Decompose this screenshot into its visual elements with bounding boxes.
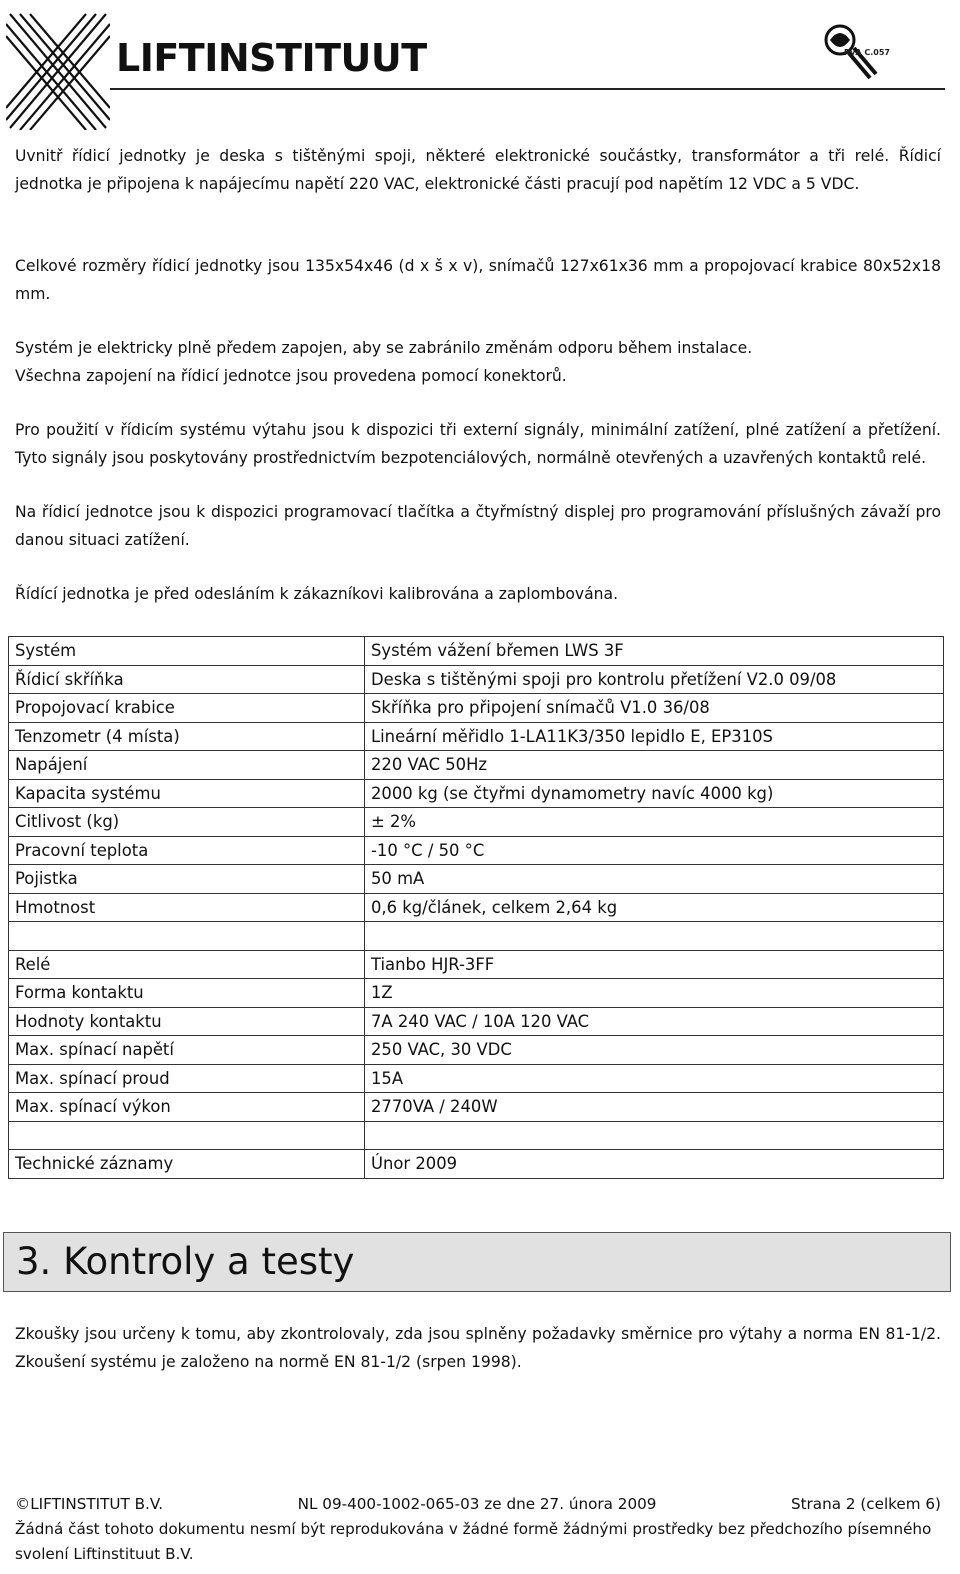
paragraph-signals: Pro použití v řídicím systému výtahu jsou k dispozici tři externí signály, minimální zatížení, plné zatížení a přetížení. Tyto signály jsou poskytovány prostřednictvím bezpotenciálových, normálně otevřených a uzavřených kontaktů relé. <box>15 421 941 467</box>
footer-copyright: ©LIFTINSTITUT B.V. <box>15 1495 164 1513</box>
table-row <box>9 950 944 979</box>
table-cell-value: 220 VAC 50Hz <box>365 751 944 780</box>
table-cell-label: Kapacita systému <box>9 779 365 808</box>
page-header <box>0 0 960 135</box>
table-cell-label <box>9 1121 365 1150</box>
table-cell-label: Forma kontaktu <box>9 979 365 1008</box>
footer-document-reference: NL 09-400-1002-065-03 ze dne 27. února 2009 <box>297 1495 657 1513</box>
table-cell-value: 50 mA <box>365 865 944 894</box>
table-row <box>9 865 944 894</box>
table-cell-label: Citlivost (kg) <box>9 808 365 837</box>
table-cell-value: 1Z <box>365 979 944 1008</box>
table-cell-value: Skříňka pro připojení snímačů V1.0 36/08 <box>365 694 944 723</box>
table-cell-label: Hodnoty kontaktu <box>9 1007 365 1036</box>
paragraph-dimensions: Celkové rozměry řídicí jednotky jsou 135x54x46 (d x š x v), snímačů 127x61x36 mm a propojovací krabice 80x52x18 mm. <box>15 257 941 303</box>
table-cell-value <box>365 1121 944 1150</box>
table-row <box>9 1064 944 1093</box>
table-cell-value: 7A 240 VAC / 10A 120 VAC <box>365 1007 944 1036</box>
paragraph-control-unit: Uvnitř řídicí jednotky je deska s tištěnými spoji, některé elektronické součástky, transformátor a tři relé. Řídicí jednotka je připojena k napájecímu napětí 220 VAC, elektronické části pracují pod napětím 12 VDC a 5 VDC. <box>15 147 941 193</box>
table-cell-value: Deska s tištěnými spoji pro kontrolu přetížení V2.0 09/08 <box>365 665 944 694</box>
table-row <box>9 836 944 865</box>
table-cell-value: 0,6 kg/článek, celkem 2,64 kg <box>365 893 944 922</box>
table-row <box>9 1150 944 1179</box>
page-footer <box>15 1492 941 1567</box>
table-cell-label: Napájení <box>9 751 365 780</box>
section-heading: 3. Kontroly a testy <box>3 1232 951 1292</box>
paragraph-programming: Na řídicí jednotce jsou k dispozici programovací tlačítka a čtyřmístný displej pro programování příslušných závaží pro danou situaci zatížení. <box>15 503 941 549</box>
table-row <box>9 1007 944 1036</box>
table-row <box>9 808 944 837</box>
table-row <box>9 722 944 751</box>
table-row <box>9 779 944 808</box>
table-row <box>9 694 944 723</box>
section-text: Zkoušky jsou určeny k tomu, aby zkontrolovaly, zda jsou splněny požadavky směrnice pro výtahy a norma EN 81-1/2. Zkoušení systému je založeno na normě EN 81-1/2 (srpen 1998). <box>15 1325 941 1371</box>
table-cell-value: -10 °C / 50 °C <box>365 836 944 865</box>
liftinstituut-logo-text: LIFTINSTITUUT <box>116 36 427 80</box>
table-row <box>9 1093 944 1122</box>
table-cell-label: Řídicí skříňka <box>9 665 365 694</box>
table-cell-value: Systém vážení břemen LWS 3F <box>365 637 944 666</box>
table-row <box>9 979 944 1008</box>
table-cell-label: Propojovací krabice <box>9 694 365 723</box>
table-row <box>9 665 944 694</box>
specification-table <box>8 636 944 1179</box>
table-cell-value <box>365 922 944 951</box>
table-cell-value: ± 2% <box>365 808 944 837</box>
table-row <box>9 1036 944 1065</box>
table-row <box>9 893 944 922</box>
paragraph-wiring-line2: Všechna zapojení na řídicí jednotce jsou provedena pomocí konektorů. <box>15 367 567 385</box>
table-cell-value: 250 VAC, 30 VDC <box>365 1036 944 1065</box>
table-cell-value: Lineární měřidlo 1-LA11K3/350 lepidlo E, EP310S <box>365 722 944 751</box>
table-cell-label: Max. spínací výkon <box>9 1093 365 1122</box>
table-cell-label: Max. spínací proud <box>9 1064 365 1093</box>
table-cell-label: Max. spínací napětí <box>9 1036 365 1065</box>
table-row <box>9 751 944 780</box>
table-cell-label: Relé <box>9 950 365 979</box>
table-cell-label <box>9 922 365 951</box>
paragraph-wiring <box>15 334 941 390</box>
table-cell-value: 15A <box>365 1064 944 1093</box>
header-rule <box>110 88 945 90</box>
table-cell-value: 2000 kg (se čtyřmi dynamometry navíc 4000 kg) <box>365 779 944 808</box>
paragraph-calibration: Řídící jednotka je před odesláním k zákazníkovi kalibrována a zaplombována. <box>15 585 619 603</box>
table-cell-label: Pracovní teplota <box>9 836 365 865</box>
table-cell-label: Tenzometr (4 místa) <box>9 722 365 751</box>
footer-page-number: Strana 2 (celkem 6) <box>790 1495 941 1513</box>
table-cell-value: Tianbo HJR-3FF <box>365 950 944 979</box>
table-cell-label: Pojistka <box>9 865 365 894</box>
table-cell-value: Únor 2009 <box>365 1150 944 1179</box>
table-cell-label: Systém <box>9 637 365 666</box>
liftinstituut-x-logo-icon <box>6 12 110 130</box>
paragraph-wiring-line1: Systém je elektricky plně předem zapojen, aby se zabránilo změnám odporu během instalace. <box>15 339 753 357</box>
table-cell-label: Hmotnost <box>9 893 365 922</box>
footer-notice: Žádná část tohoto dokumentu nesmí být reprodukována v žádné formě žádnými prostředky bez předchozího písemného svolení Liftinstituut B.V. <box>15 1520 932 1563</box>
footer-info-row <box>15 1492 941 1517</box>
table-row <box>9 637 944 666</box>
table-cell-value: 2770VA / 240W <box>365 1093 944 1122</box>
table-cell-label: Technické záznamy <box>9 1150 365 1179</box>
rva-certification-text: RvA C.057 <box>844 48 890 57</box>
table-row <box>9 1121 944 1150</box>
table-row <box>9 922 944 951</box>
